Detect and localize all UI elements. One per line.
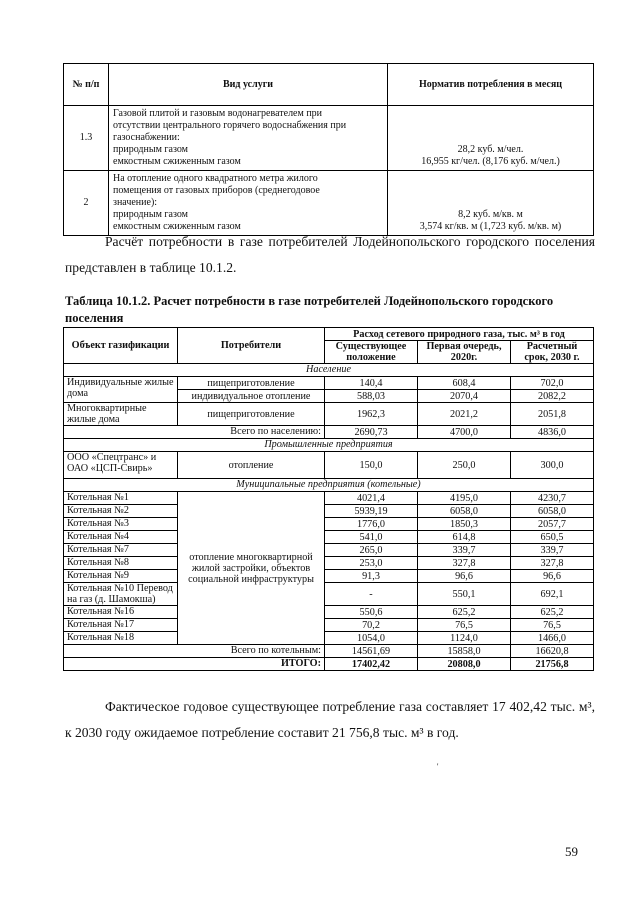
value-cell: 588,03 [325,390,418,403]
section-industry: Промышленные предприятия [64,439,594,452]
object-cell: ООО «Спецтранс» и ОАО «ЦСП-Свирь» [64,452,178,479]
table-row [64,377,594,390]
table-caption: Таблица 10.1.2. Расчет потребности в газе потребителей Лодейнопольского городского поселения [65,294,554,325]
value-cell: 327,8 [511,557,594,570]
value-cell: 4700,0 [418,426,511,439]
value-cell: 2057,7 [511,518,594,531]
row-service [109,106,388,171]
header-consumers: Потребители [178,328,325,364]
norm-line: 3,574 кг/кв. м (1,723 куб. м/кв. м) [419,221,562,232]
consumer-cell: пищеприготовление [178,377,325,390]
value-cell: 4195,0 [418,492,511,505]
service-line: отсутствии центрального горячего водоснабжения при [113,120,347,131]
service-line: природным газом [113,144,188,155]
total-row [64,426,594,439]
table-row [64,606,594,619]
value-cell: 6058,0 [418,505,511,518]
object-cell: Котельная №9 [64,570,178,583]
norm-line: 8,2 куб. м/кв. м [458,209,523,220]
value-cell: 14561,69 [325,645,418,658]
value-cell: 1466,0 [511,632,594,645]
total-row [64,645,594,658]
row-num: 2 [64,171,109,236]
value-cell: 70,2 [325,619,418,632]
value-cell: 4230,7 [511,492,594,505]
value-cell: 2021,2 [418,403,511,426]
row-norm [388,171,594,236]
value-cell: 91,3 [325,570,418,583]
section-row [64,479,594,492]
row-service [109,171,388,236]
header-service: Вид услуги [109,64,388,106]
header-object: Объект газификации [64,328,178,364]
norms-table [63,63,594,236]
header-num: № п/п [64,64,109,106]
value-cell: 614,8 [418,531,511,544]
row-num: 1.3 [64,106,109,171]
value-cell: - [325,583,418,606]
value-cell: 550,6 [325,606,418,619]
value-cell: 625,2 [418,606,511,619]
row-norm [388,106,594,171]
consumer-cell: индивидуальное отопление [178,390,325,403]
section-row [64,364,594,377]
value-cell: 1776,0 [325,518,418,531]
section-municipal: Муниципальные предприятия (котельные) [64,479,594,492]
value-cell: 625,2 [511,606,594,619]
boiler-consumer-cell: отопление многоквартирной жилой застройки, объектов социальной инфраструктуры [178,492,325,645]
object-cell: Котельная №3 [64,518,178,531]
table-row [64,570,594,583]
table-row [64,492,594,505]
value-cell: 2082,2 [511,390,594,403]
object-cell: Многоквартирные жилые дома [64,403,178,426]
value-cell: 6058,0 [511,505,594,518]
header-norm: Норматив потребления в месяц [388,64,594,106]
norm-line: 16,955 кг/чел. (8,176 куб. м/чел.) [421,156,560,167]
value-cell: 76,5 [511,619,594,632]
value-cell: 1054,0 [325,632,418,645]
object-cell: Котельная №8 [64,557,178,570]
object-cell: Котельная №7 [64,544,178,557]
scan-mark: ' [437,762,439,771]
service-line: На отопление одного квадратного метра жилого [113,173,318,184]
value-cell: 1850,3 [418,518,511,531]
norm-line: 28,2 куб. м/чел. [457,144,524,155]
table-row [64,403,594,426]
service-line: Газовой плитой и газовым водонагревателем при [113,108,323,119]
table-row [64,557,594,570]
norms-row [64,171,594,236]
header-group: Расход сетевого природного газа, тыс. м³ в год [325,328,594,341]
value-cell: 692,1 [511,583,594,606]
object-cell: Котельная №18 [64,632,178,645]
value-cell: 702,0 [511,377,594,390]
service-line: значение): [113,197,158,208]
value-cell: 16620,8 [511,645,594,658]
table-row [64,505,594,518]
object-cell: Котельная №10 Перевод на газ (д. Шамокша) [64,583,178,606]
paragraph-intro: Расчёт потребности в газе потребителей Лодейнопольского городского поселения представлен в таблице 10.1.2. [65,234,595,275]
total-label: Всего по населению: [64,426,325,439]
grand-total-row [64,658,594,671]
value-cell: 300,0 [511,452,594,479]
value-cell: 140,4 [325,377,418,390]
table-row [64,452,594,479]
object-cell: Котельная №2 [64,505,178,518]
value-cell: 20808,0 [418,658,511,671]
value-cell: 1962,3 [325,403,418,426]
consumer-cell: отопление [178,452,325,479]
service-line: газоснабжении: [113,132,180,143]
value-cell: 2051,8 [511,403,594,426]
value-cell: 650,5 [511,531,594,544]
table-row [64,632,594,645]
value-cell: 550,1 [418,583,511,606]
value-cell: 250,0 [418,452,511,479]
value-cell: 150,0 [325,452,418,479]
gas-table [63,327,594,671]
service-line: помещения от газовых приборов (среднегодовое [113,185,320,196]
value-cell: 76,5 [418,619,511,632]
value-cell: 15858,0 [418,645,511,658]
object-cell: Котельная №1 [64,492,178,505]
object-cell: Котельная №16 [64,606,178,619]
service-line: природным газом [113,209,188,220]
value-cell: 4836,0 [511,426,594,439]
norms-row [64,106,594,171]
section-population: Население [64,364,594,377]
grand-total-label: ИТОГО: [64,658,325,671]
value-cell: 21756,8 [511,658,594,671]
value-cell: 4021,4 [325,492,418,505]
paragraph-summary: Фактическое годовое существующее потребление газа составляет 17 402,42 тыс. м³, к 2030 году ожидаемое потребление составит 21 756,8 тыс. м³ в год. [65,699,595,740]
value-cell: 339,7 [418,544,511,557]
table-row [64,531,594,544]
value-cell: 96,6 [511,570,594,583]
value-cell: 2070,4 [418,390,511,403]
header-col-2020: Первая очередь, 2020г. [418,341,511,364]
total-label: Всего по котельным: [64,645,325,658]
header-col-2030: Расчетный срок, 2030 г. [511,341,594,364]
value-cell: 17402,42 [325,658,418,671]
value-cell: 96,6 [418,570,511,583]
value-cell: 2690,73 [325,426,418,439]
value-cell: 5939,19 [325,505,418,518]
value-cell: 265,0 [325,544,418,557]
value-cell: 327,8 [418,557,511,570]
service-line: емкостным сжиженным газом [113,156,241,167]
header-col-existing: Существующее положение [325,341,418,364]
object-cell: Индивидуальные жилые дома [64,377,178,403]
header-row [64,328,594,341]
page-number: 59 [565,844,578,859]
value-cell: 253,0 [325,557,418,570]
norms-header-row [64,64,594,106]
table-row [64,619,594,632]
section-row [64,439,594,452]
object-cell: Котельная №4 [64,531,178,544]
value-cell: 541,0 [325,531,418,544]
table-row [64,583,594,606]
value-cell: 339,7 [511,544,594,557]
value-cell: 1124,0 [418,632,511,645]
service-line: емкостным сжиженным газом [113,221,241,232]
value-cell: 608,4 [418,377,511,390]
table-row [64,518,594,531]
object-cell: Котельная №17 [64,619,178,632]
table-row [64,544,594,557]
consumer-cell: пищеприготовление [178,403,325,426]
